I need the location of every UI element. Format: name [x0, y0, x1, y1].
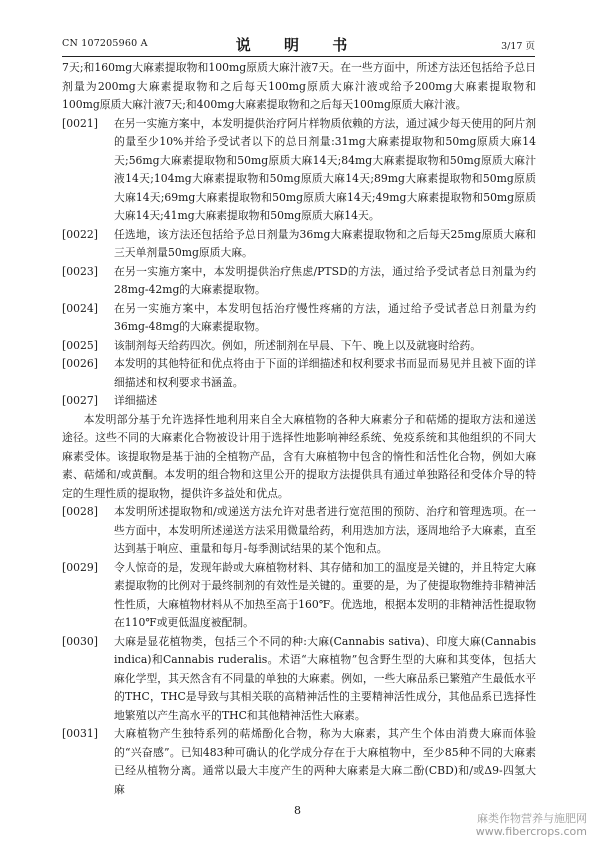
paragraph-body: 该制剂每天给药四次。例如，所述制剂在早晨、下午、晚上以及就寝时给药。: [114, 338, 482, 352]
paragraph-0025: [62, 337, 536, 356]
paragraph-0028: [62, 503, 536, 559]
paragraph-number: [0028]: [62, 505, 98, 518]
paragraph-body: 在另一实施方案中，本发明提供治疗焦虑/PTSD的方法，通过给予受试者总日剂量为约28mg-42mg的大麻素提取物。: [114, 264, 536, 296]
watermark-site-name: 麻类作物营养与施肥网: [477, 812, 587, 825]
paragraph-0029: [62, 559, 536, 633]
paragraph-0021: [62, 115, 536, 226]
paragraph-body: 大麻是显花植物类，包括三个不同的种:大麻(Cannabis sativa)、印度大麻(Cannabis indica)和Cannabis ruderalis。术语“大麻植物”包含野生型的大麻和其变体，包括大麻化学型，其天然含有不同量的单独的大麻素。例如，一些大麻品系已繁殖产生最低水平的THC，THC是导致与其相关联的高精神活性的主要精神活性成分，其他品系已选择性地繁殖以产生高水平的THC和其他精神活性大麻素。: [114, 634, 536, 722]
paragraph-0022: [62, 226, 536, 263]
paragraph-text: [62, 59, 536, 115]
document-title: 说 明 书: [235, 36, 362, 54]
paragraph-body: 令人惊奇的是，发现年龄或大麻植物材料、其存储和加工的温度是关键的，并且特定大麻素提取物的比例对于最终制剂的有效性是关键的。重要的是，为了使提取物维持非精神活性性质，大麻植物材料从不加热至高于160℉。优选地，根据本发明的非精神活性提取物在110℉或更低温度被配制。: [114, 560, 536, 629]
paragraph-number: [0022]: [62, 227, 98, 241]
paragraph-0024: [62, 300, 536, 337]
paragraph-0027: [62, 392, 536, 411]
paragraph-number: [0030]: [62, 634, 98, 648]
paragraph-body: 大麻植物产生独特系列的萜烯酚化合物，称为大麻素，其产生个体由消费大麻而体验的“兴奋感”。已知483种可确认的化学成分存在于大麻植物中，至少85种不同的大麻素已经从植物分离。通常以最大丰度产生的两种大麻素是大麻二酚(CBD)和/或Δ9-四氢大麻: [114, 727, 536, 796]
paragraph-body: 本发明部分基于允许选择性地利用来自全大麻植物的各种大麻素分子和萜烯的提取方法和递送途径。这些不同的大麻素化合物被设计用于选择性地影响神经系统、免疫系统和其他组织的不同大麻素受体。该提取物是基于油的全植物产品，含有大麻植物中包含的惰性和活性化合物，例如大麻素、萜烯和/或黄酮。本发明的组合物和这里公开的提取方法提供具有通过单独路径和受体介导的特定的生理性质的提取物，提供许多益处和优点。: [62, 412, 536, 500]
paragraph-0023: [62, 263, 536, 300]
paragraph-body: 任选地，该方法还包括给予总日剂量为36mg大麻素提取物和之后每天25mg原质大麻和三天单剂量50mg原质大麻。: [114, 227, 536, 259]
header-divider: [62, 56, 535, 57]
paragraph-number: [0023]: [62, 264, 98, 278]
paragraph-number: [0025]: [62, 338, 98, 352]
paragraph-body: 详细描述: [114, 394, 158, 407]
paragraph-number: [0031]: [62, 727, 98, 740]
paragraph-body: 本发明的其他特征和优点将由于下面的详细描述和权利要求书而显而易见并且被下面的详细描述和权利要求书涵盖。: [114, 357, 536, 389]
paragraph-body: 在另一实施方案中，本发明包括治疗慢性疼痛的方法，通过给予受试者总日剂量为约36mg-48mg的大麻素提取物。: [114, 301, 536, 333]
paragraph-body: 本发明所述提取物和/或递送方法允许对患者进行宽范围的预防、治疗和管理选项。在一些方面中，本发明所述递送方法采用微量给药，利用迭加方法，逐周地给予大麻素，直至达到基于响应、重量和每月-每季测试结果的某个饱和点。: [114, 505, 536, 555]
paragraph-number: [0029]: [62, 560, 98, 574]
page-header: [62, 34, 535, 54]
paragraph-number: [0027]: [62, 394, 98, 407]
patent-number: CN 107205960 A: [62, 38, 148, 49]
document-body: [62, 59, 536, 799]
paragraph-text: [62, 411, 536, 504]
page-number: 8: [294, 804, 301, 817]
paragraph-0031: [62, 725, 536, 799]
paragraph-body: 7天;和160mg大麻素提取物和100mg原质大麻汁液7天。在一些方面中，所述方法还包括给予总日剂量为200mg大麻素提取物和之后每天100mg原质大麻汁液或给予200mg大麻素提取物和100mg原质大麻汁液7天;和400mg大麻素提取物和之后每天100mg原质大麻汁液。: [62, 61, 536, 111]
paragraph-body: 在另一实施方案中，本发明提供治疗阿片样物质依赖的方法，通过减少每天使用的阿片剂的量至少10%并给予受试者以下的总日剂量:31mg大麻素提取物和50mg原质大麻14天;56mg大麻素提取物和50mg原质大麻14天;84mg大麻素提取物和50mg原质大麻汁液14天;104mg大麻素提取物和50mg原质大麻14天;89mg大麻素提取物和50mg原质大麻14天;69mg大麻素提取物和50mg原质大麻14天;49mg大麻素提取物和50mg原质大麻14天;41mg大麻素提取物和50mg原质大麻14天。: [114, 116, 536, 222]
paragraph-0030: [62, 633, 536, 726]
paragraph-number: [0024]: [62, 301, 98, 315]
paragraph-number: [0021]: [62, 116, 98, 130]
page-counter: 3/17 页: [501, 41, 535, 52]
watermark-url: www.fibercrops.com: [475, 825, 587, 838]
paragraph-0026: [62, 355, 536, 392]
paragraph-number: [0026]: [62, 357, 98, 370]
watermark: [476, 812, 587, 838]
